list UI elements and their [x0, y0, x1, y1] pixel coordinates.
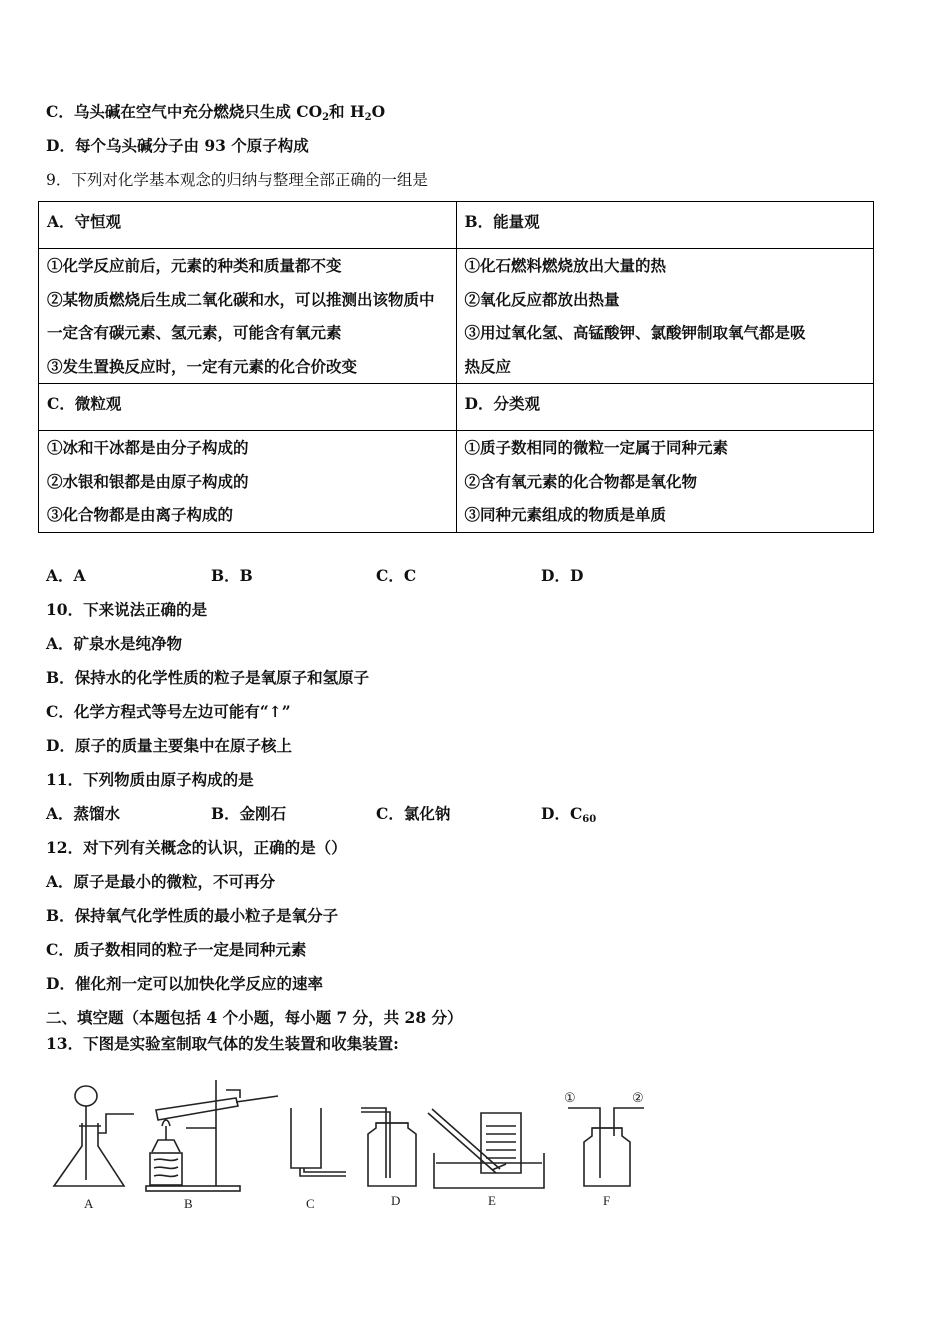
- cell-c-body: [39, 431, 457, 533]
- q8-option-c: C．乌头碱在空气中充分燃烧只生成 $CO_2$和 $H_2O$: [46, 102, 386, 123]
- a-line: ③发生置换反应时，一定有元素的化合价改变: [47, 356, 358, 376]
- q10-option-a: A．矿泉水是纯净物: [46, 634, 183, 653]
- label-c: C: [306, 1196, 315, 1211]
- a-line: ②某物质燃烧后生成二氧化碳和水，可以推测出该物质中: [47, 289, 435, 309]
- apparatus-b-heating-icon: [146, 1080, 278, 1191]
- q11-option-a: A．蒸馏水: [46, 804, 121, 823]
- b-line: ①化石燃料燃烧放出大量的热: [464, 256, 667, 275]
- q12-option-d: D．催化剂一定可以加快化学反应的速率: [46, 974, 323, 993]
- port-2-label: ②: [632, 1090, 644, 1105]
- section-2-heading: 二、填空题（本题包括 4 个小题，每小题 7 分，共 28 分）: [46, 1008, 463, 1027]
- q13-stem: 13．下图是实验室制取气体的发生装置和收集装置:: [46, 1034, 399, 1053]
- apparatus-e-trough-icon: [428, 1109, 544, 1188]
- b-line: ③用过氧化氢、高锰酸钾、氯酸钾制取氧气都是吸: [464, 323, 806, 342]
- q9-option-c: C．C: [376, 566, 417, 585]
- q10-stem: 10．下来说法正确的是: [46, 600, 208, 619]
- lab-apparatus-figure: [46, 1068, 686, 1213]
- apparatus-a-flask-icon: [54, 1086, 134, 1186]
- cell-a-title: A．守恒观: [39, 202, 457, 249]
- label-d: D: [391, 1193, 401, 1208]
- q9-option-d: D．D: [541, 566, 584, 585]
- c-line: ①冰和干冰都是由分子构成的: [47, 438, 249, 457]
- cell-d-body: [456, 431, 874, 533]
- q9-option-b: B．B: [211, 566, 253, 585]
- label-e: E: [488, 1193, 496, 1208]
- label-a: A: [84, 1196, 94, 1211]
- c-line: ③化合物都是由离子构成的: [47, 505, 234, 524]
- q12-option-c: C．质子数相同的粒子一定是同种元素: [46, 940, 307, 959]
- q12-option-b: B．保持氧气化学性质的最小粒子是氧分子: [46, 906, 339, 925]
- a-line: ①化学反应前后，元素的种类和质量都不变: [47, 256, 342, 275]
- c-line: ②水银和银都是由原子构成的: [47, 471, 249, 491]
- q11-option-d: D．$C_{60}$: [541, 804, 597, 825]
- label-f: F: [603, 1193, 611, 1208]
- apparatus-c-collection-icon: [291, 1108, 346, 1176]
- apparatus-d-bottle-icon: [361, 1108, 416, 1186]
- d-line: ②含有氧元素的化合物都是氧化物: [464, 471, 698, 491]
- q10-option-b: B．保持水的化学性质的粒子是氧原子和氢原子: [46, 668, 370, 687]
- cell-c-title: C．微粒观: [39, 384, 457, 431]
- b-line: ②氧化反应都放出热量: [464, 289, 620, 309]
- q12-option-a: A．原子是最小的微粒，不可再分: [46, 872, 276, 891]
- q9-concepts-table: [38, 201, 874, 533]
- q11-option-b: B．金刚石: [211, 804, 287, 823]
- cell-a-body: [39, 249, 457, 384]
- q11-stem: 11．下列物质由原子构成的是: [46, 770, 254, 789]
- cell-d-title: D．分类观: [456, 384, 874, 431]
- apparatus-f-bottle-icon: [568, 1108, 644, 1186]
- label-b: B: [184, 1196, 193, 1211]
- q11-option-c: C．氯化钠: [376, 804, 451, 823]
- d-line: ③同种元素组成的物质是单质: [464, 505, 667, 524]
- q10-option-c: C．化学方程式等号左边可能有“↑”: [46, 702, 291, 721]
- cell-b-title: B．能量观: [456, 202, 874, 249]
- q10-option-d: D．原子的质量主要集中在原子核上: [46, 736, 292, 755]
- port-1-label: ①: [564, 1090, 576, 1105]
- q8-option-d: D．每个乌头碱分子由 93 个原子构成: [46, 136, 309, 155]
- d-line: ①质子数相同的微粒一定属于同种元素: [464, 438, 729, 457]
- q9-stem: 9．下列对化学基本观念的归纳与整理全部正确的一组是: [46, 171, 428, 189]
- q9-option-a: A．A: [46, 566, 86, 585]
- a-line: 一定含有碳元素、氢元素，可能含有氧元素: [47, 323, 342, 342]
- cell-b-body: [456, 249, 874, 384]
- q12-stem: 12．对下列有关概念的认识，正确的是（）: [46, 838, 347, 857]
- b-line: 热反应: [464, 356, 512, 376]
